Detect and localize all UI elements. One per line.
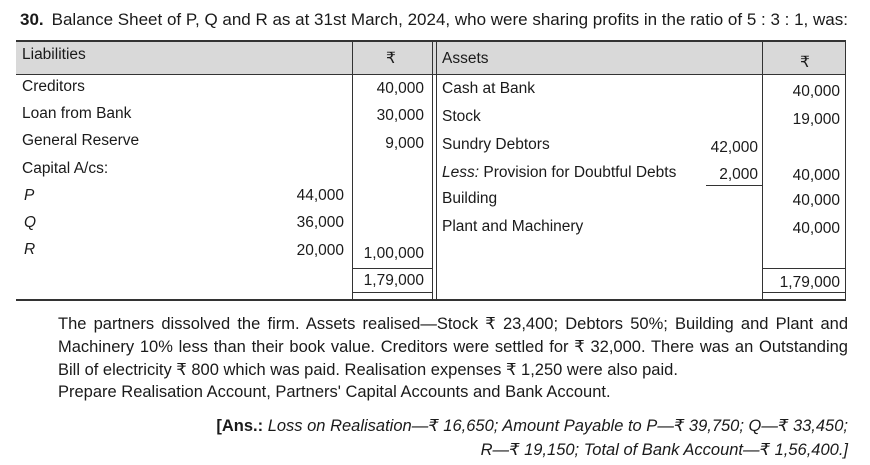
capital-label: Capital A/cs: bbox=[22, 160, 109, 177]
header-assets: Assets bbox=[442, 50, 489, 67]
paragraph-line-1: The partners dissolved the firm. Assets realised—Stock ₹ 23,400; Debtors 50%; Building and Plant and bbox=[58, 315, 848, 333]
total-rule-right-bottom bbox=[762, 292, 846, 293]
building-amount: 40,000 bbox=[792, 192, 840, 209]
provision-amount: 2,000 bbox=[719, 166, 758, 183]
paragraph-line-3: Bill of electricity ₹ 800 which was paid. Realisation expenses ₹ 1,250 were also paid. bbox=[58, 361, 678, 379]
reserve-label: General Reserve bbox=[22, 132, 140, 149]
col-rule-4 bbox=[762, 40, 763, 300]
creditors-label: Creditors bbox=[22, 78, 85, 95]
answer-block bbox=[216, 414, 848, 462]
cash-label: Cash at Bank bbox=[442, 80, 536, 97]
header-liabilities: Liabilities bbox=[22, 46, 86, 63]
col-rule-5 bbox=[845, 40, 846, 300]
total-rule-left-top bbox=[352, 268, 432, 269]
stock-amount: 19,000 bbox=[792, 111, 840, 128]
partner-p-capital: 44,000 bbox=[296, 187, 344, 204]
reserve-amount: 9,000 bbox=[385, 135, 424, 152]
provision-text: Provision for Doubtful Debts bbox=[479, 164, 677, 181]
total-rule-right-top bbox=[762, 268, 846, 269]
header-rupee-right: ₹ bbox=[800, 54, 810, 71]
col-rule-3 bbox=[436, 40, 437, 300]
bottom-rule bbox=[16, 299, 846, 301]
partner-q-label: Q bbox=[24, 214, 37, 231]
col-rule-2 bbox=[432, 40, 433, 300]
header-rupee-left: ₹ bbox=[386, 50, 396, 67]
building-label: Building bbox=[442, 190, 498, 207]
plant-amount: 40,000 bbox=[792, 220, 840, 237]
debtors-label: Sundry Debtors bbox=[442, 136, 550, 153]
answer-text-1: Loss on Realisation—₹ 16,650; Amount Payable to P—₹ 39,750; Q—₹ 33,450; bbox=[263, 417, 848, 435]
partner-q-capital: 36,000 bbox=[296, 214, 344, 231]
answer-line-1 bbox=[216, 414, 848, 438]
total-rule-left-bottom bbox=[352, 292, 432, 293]
question-number: 30. bbox=[20, 10, 44, 29]
question-title bbox=[20, 10, 848, 30]
less-label: Less: bbox=[442, 164, 480, 181]
cash-amount: 40,000 bbox=[792, 83, 840, 100]
stock-label: Stock bbox=[442, 108, 481, 125]
table-header-background bbox=[16, 40, 846, 74]
problem-paragraph bbox=[58, 313, 848, 382]
debtors-gross: 42,000 bbox=[710, 139, 758, 156]
balance-sheet-table bbox=[16, 40, 846, 302]
debtors-net-amount: 40,000 bbox=[792, 167, 840, 184]
top-rule bbox=[16, 40, 846, 42]
answer-label: [Ans.: bbox=[216, 417, 264, 435]
header-bottom-rule bbox=[16, 74, 846, 75]
paragraph-line-2: Machinery 10% less than their book value. Creditors were settled for ₹ 32,000. There was an Outstanding bbox=[58, 338, 848, 356]
partner-r-label: R bbox=[24, 241, 36, 258]
answer-line-2: R—₹ 19,150; Total of Bank Account—₹ 1,56,400.] bbox=[480, 441, 848, 459]
total-left: 1,79,000 bbox=[363, 272, 424, 289]
loan-amount: 30,000 bbox=[376, 107, 424, 124]
col-rule-1 bbox=[352, 40, 353, 300]
prepare-instruction: Prepare Realisation Account, Partners' Capital Accounts and Bank Account. bbox=[58, 383, 611, 401]
question-text: Balance Sheet of P, Q and R as at 31st March, 2024, who were sharing profits in the ratio of 5 : 3 : 1, was: bbox=[51, 10, 848, 29]
partner-r-capital: 20,000 bbox=[296, 242, 344, 259]
capital-total-amount: 1,00,000 bbox=[363, 245, 424, 262]
total-right: 1,79,000 bbox=[779, 274, 840, 291]
debtors-sub-rule bbox=[706, 185, 762, 186]
provision-label bbox=[442, 164, 676, 182]
plant-label: Plant and Machinery bbox=[442, 218, 584, 235]
partner-p-label: P bbox=[24, 187, 35, 204]
loan-label: Loan from Bank bbox=[22, 105, 132, 122]
creditors-amount: 40,000 bbox=[376, 80, 424, 97]
